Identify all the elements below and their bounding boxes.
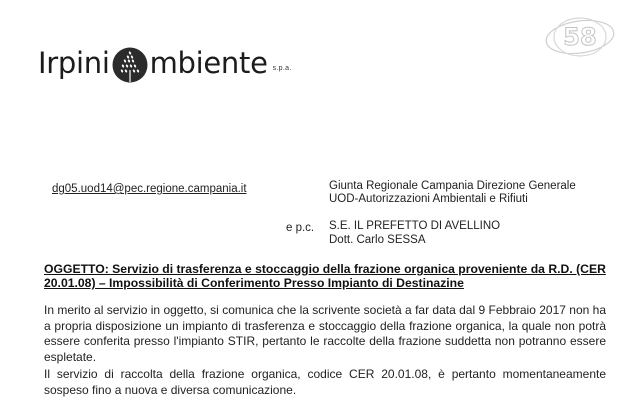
- recipient-line-2: UOD-Autorizzazioni Ambientali e Rifiuti: [329, 193, 528, 205]
- body-paragraph-2: Il servizio di raccolta della frazione organica, codice CER 20.01.08, è pertanto momentaneamente sospeso fino a nuova e diversa comunicazione.: [44, 367, 606, 397]
- recipient-email-link[interactable]: dg05.uod14@pec.regione.campania.it: [52, 183, 247, 195]
- company-logo: [38, 30, 292, 80]
- recipient-line-1: Giunta Regionale Campania Direzione Generale: [329, 180, 576, 192]
- channel-58-logo-icon: [542, 14, 618, 60]
- body-paragraph-1: In merito al servizio in oggetto, si comunica che la scrivente società a far data dal 9 Febbraio 2017 non ha a propria disposizione un impianto di trasferenza e stoccaggio della frazione organica, la quale non potrà essere conferita presso l'impianto STIR, pertanto le raccolte della frazione suddetta non potranno essere espletate.: [44, 303, 606, 364]
- cc-label: e p.c.: [286, 222, 315, 234]
- cc-line-1: S.E. IL PREFETTO DI AVELLINO: [329, 220, 501, 232]
- primary-recipient: [329, 180, 576, 206]
- subject-text: OGGETTO: Servizio di trasferenza e stoccaggio della frazione organica proveniente da R.D. (CER 20.01.08) – Impossibilità di Conferimento Presso Impianto di Destinazine: [44, 262, 606, 290]
- letter-subject: [44, 262, 614, 290]
- globe-dots-icon: [112, 47, 148, 83]
- brand-name-right: mbiente: [149, 46, 268, 80]
- cc-recipient: [329, 219, 500, 247]
- brand-name-left: Irpini: [38, 46, 110, 80]
- brand-suffix: s.p.a.: [272, 65, 292, 72]
- cc-line-2: Dott. Carlo SESSA: [329, 234, 426, 246]
- svg-text:58: 58: [563, 23, 597, 51]
